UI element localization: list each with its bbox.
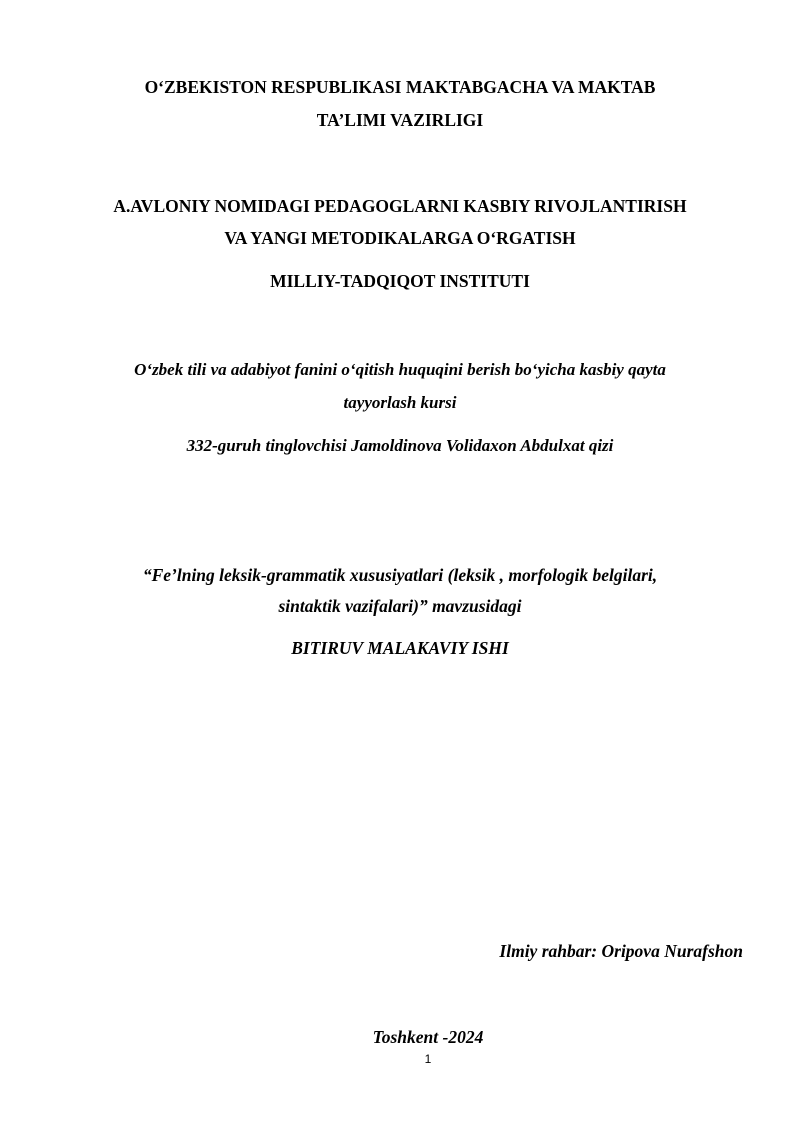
ministry-name-line-2: TA’LIMI VAZIRLIGI [316,110,484,130]
page-number: 1 [424,1052,432,1066]
place-and-year: Toshkent -2024 [372,1027,484,1047]
supervisor: Ilmiy rahbar: Oripova Nurafshon [499,941,743,961]
work-type: BITIRUV MALAKAVIY ISHI [291,638,509,658]
topic-line-2: sintaktik vazifalari)” mavzusidagi [278,596,522,616]
ministry-name-line-1: O‘ZBEKISTON RESPUBLIKASI MAKTABGACHA VA MAKTAB [144,77,656,97]
institute-name-line-1: A.AVLONIY NOMIDAGI PEDAGOGLARNI KASBIY RIVOJLANTIRISH [113,196,687,216]
course-name-line-2: tayyorlash kursi [343,393,457,412]
student-info: 332-guruh tinglovchisi Jamoldinova Volidaxon Abdulxat qizi [186,436,614,455]
institute-name-line-2: VA YANGI METODIKALARGA O‘RGATISH [224,228,576,248]
topic-line-1: “Fe’lning leksik-grammatik xususiyatlari (leksik , morfologik belgilari, [142,565,658,585]
institute-name-line-3: MILLIY-TADQIQOT INSTITUTI [270,271,530,291]
course-name-line-1: O‘zbek tili va adabiyot fanini o‘qitish huquqini berish bo‘yicha kasbiy qayta [134,360,666,379]
